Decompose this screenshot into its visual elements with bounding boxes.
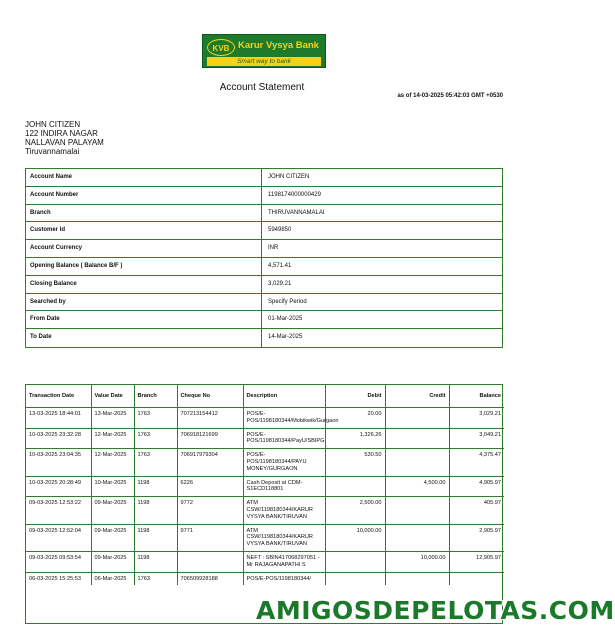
cell-description: POS/E-POS/1198180344/PAYU MONEY/GURGAON — [243, 449, 325, 476]
cell-debit — [325, 551, 385, 572]
customer-address — [25, 120, 104, 156]
account-label: Account Name — [26, 169, 262, 186]
account-details-table — [25, 168, 503, 348]
account-value: 5949850 — [268, 227, 292, 234]
cell-balance — [449, 572, 504, 585]
column-header: Branch — [134, 385, 177, 408]
cell-credit — [385, 524, 449, 551]
table-row — [26, 428, 504, 449]
cell-transaction-date: 10-03-2025 23:04:35 — [26, 449, 91, 476]
account-label: Branch — [26, 205, 262, 222]
account-row — [26, 222, 502, 240]
account-row — [26, 276, 502, 294]
cell-description: ATM CSW/1198180344/KARUR VYSYA BANK/TIRUVAN — [243, 497, 325, 524]
cell-branch: 1763 — [134, 449, 177, 476]
cell-branch: 1198 — [134, 476, 177, 497]
cell-value-date: 09-Mar-2025 — [91, 524, 134, 551]
account-row — [26, 311, 502, 329]
cell-balance: 2,905.97 — [449, 524, 504, 551]
account-value: 1198174000000429 — [268, 191, 321, 198]
cell-value-date: 06-Mar-2025 — [91, 572, 134, 585]
account-value: INR — [268, 245, 279, 252]
table-header-row — [26, 385, 504, 408]
account-row — [26, 258, 502, 276]
cell-value-date: 09-Mar-2025 — [91, 551, 134, 572]
cell-description: ATM CSW/1198180344/KARUR VYSYA BANK/TIRUVAN — [243, 524, 325, 551]
cell-transaction-date: 09-03-2025 09:53:54 — [26, 551, 91, 572]
address-line: 122 INDIRA NAGAR — [25, 129, 98, 138]
column-header: Credit — [385, 385, 449, 408]
cell-balance: 4,375.47 — [449, 449, 504, 476]
cell-balance: 3,049.21 — [449, 428, 504, 449]
cell-value-date: 12-Mar-2025 — [91, 428, 134, 449]
cell-transaction-date: 13-03-2025 18:44:01 — [26, 408, 91, 429]
cell-debit: 2,500.00 — [325, 497, 385, 524]
cell-balance: 3,029.21 — [449, 408, 504, 429]
cell-debit: 20.00 — [325, 408, 385, 429]
address-line: Tiruvannamalai — [25, 147, 80, 156]
cell-branch: 1763 — [134, 408, 177, 429]
cell-value-date: 09-Mar-2025 — [91, 497, 134, 524]
cell-cheque-no: 707213154412 — [177, 408, 243, 429]
cell-description: POS/E-POS/1198180344/PayU/SBIPG — [243, 428, 325, 449]
account-label: Account Number — [26, 187, 262, 204]
table-row — [26, 524, 504, 551]
table-row — [26, 572, 504, 585]
account-label: From Date — [26, 311, 262, 328]
account-label: Opening Balance ( Balance B/F ) — [26, 258, 262, 275]
cell-debit — [325, 572, 385, 585]
account-label: Closing Balance — [26, 276, 262, 293]
cell-cheque-no — [177, 551, 243, 572]
account-value: JOHN CITIZEN — [268, 174, 310, 180]
account-value: 3,029.21 — [268, 280, 292, 287]
column-header: Cheque No — [177, 385, 243, 408]
cell-transaction-date: 06-03-2025 15:25:53 — [26, 572, 91, 585]
column-header: Description — [243, 385, 325, 408]
cell-branch: 1763 — [134, 428, 177, 449]
table-row — [26, 551, 504, 572]
cell-credit — [385, 408, 449, 429]
cell-cheque-no: 9772 — [177, 497, 243, 524]
cell-cheque-no: 9771 — [177, 524, 243, 551]
cell-description: POS/E-POS/1198180344/ — [243, 572, 325, 585]
cell-cheque-no: 706918121699 — [177, 428, 243, 449]
bank-logo — [202, 34, 326, 68]
logo-badge: KVB — [207, 39, 235, 56]
account-row — [26, 294, 502, 312]
cell-credit — [385, 497, 449, 524]
cell-credit — [385, 449, 449, 476]
column-header: Balance — [449, 385, 504, 408]
table-row — [26, 408, 504, 429]
column-header: Transaction Date — [26, 385, 91, 408]
account-value: THIRUVANNAMALAI — [268, 209, 325, 216]
account-value: 14-Mar-2025 — [268, 334, 303, 341]
cell-debit: 530.50 — [325, 449, 385, 476]
cell-credit: 4,500.00 — [385, 476, 449, 497]
cell-debit: 10,000.00 — [325, 524, 385, 551]
statement-timestamp: as of 14-03-2025 05:42:03 GMT +0530 — [397, 93, 503, 99]
cell-cheque-no: 706509928188 — [177, 572, 243, 585]
address-line: JOHN CITIZEN — [25, 120, 81, 129]
cell-branch: 1763 — [134, 572, 177, 585]
cell-cheque-no: 6226 — [177, 476, 243, 497]
account-row — [26, 205, 502, 223]
transactions-table — [25, 384, 503, 624]
cell-branch: 1198 — [134, 551, 177, 572]
cell-description: Cash Deposit at CDM-S1ECD118801 — [243, 476, 325, 497]
cell-transaction-date: 10-03-2025 23:32:28 — [26, 428, 91, 449]
watermark: AMIGOSDEPELOTAS.COM — [256, 596, 615, 625]
statement-title: Account Statement — [219, 82, 305, 93]
account-row — [26, 187, 502, 205]
cell-branch: 1198 — [134, 524, 177, 551]
account-row — [26, 240, 502, 258]
cell-transaction-date: 09-03-2025 12:52:04 — [26, 524, 91, 551]
cell-balance: 405.97 — [449, 497, 504, 524]
cell-value-date: 13-Mar-2025 — [91, 408, 134, 429]
table-row — [26, 476, 504, 497]
account-label: Account Currency — [26, 240, 262, 257]
cell-transaction-date: 10-03-2025 20:28:49 — [26, 476, 91, 497]
cell-value-date: 12-Mar-2025 — [91, 449, 134, 476]
cell-credit — [385, 572, 449, 585]
account-label: Customer Id — [26, 222, 262, 239]
column-header: Debit — [325, 385, 385, 408]
cell-description: POS/E-POS/1198180344/Mobikwik/Gurgaon — [243, 408, 325, 429]
account-label: To Date — [26, 329, 262, 347]
cell-description: NEFT : SBIN417068297051 - Mr RAJAGANAPATHI S — [243, 551, 325, 572]
cell-balance: 12,905.97 — [449, 551, 504, 572]
logo-tagline: Smart way to bank — [207, 57, 321, 66]
account-value: Specify Period — [268, 298, 307, 305]
table-row — [26, 449, 504, 476]
cell-balance: 4,905.97 — [449, 476, 504, 497]
cell-value-date: 10-Mar-2025 — [91, 476, 134, 497]
cell-credit: 10,000.00 — [385, 551, 449, 572]
column-header: Value Date — [91, 385, 134, 408]
account-value: 01-Mar-2025 — [268, 316, 303, 323]
account-value: 4,571.41 — [268, 262, 292, 269]
account-row — [26, 329, 502, 347]
cell-transaction-date: 09-03-2025 12:53:22 — [26, 497, 91, 524]
account-row — [26, 169, 502, 187]
table-row — [26, 497, 504, 524]
account-label: Searched by — [26, 294, 262, 311]
cell-debit: 1,326.26 — [325, 428, 385, 449]
logo-bank-name: Karur Vysya Bank — [238, 40, 319, 51]
address-line: NALLAVAN PALAYAM — [25, 138, 104, 147]
cell-credit — [385, 428, 449, 449]
cell-debit — [325, 476, 385, 497]
cell-cheque-no: 706917979304 — [177, 449, 243, 476]
cell-branch: 1198 — [134, 497, 177, 524]
